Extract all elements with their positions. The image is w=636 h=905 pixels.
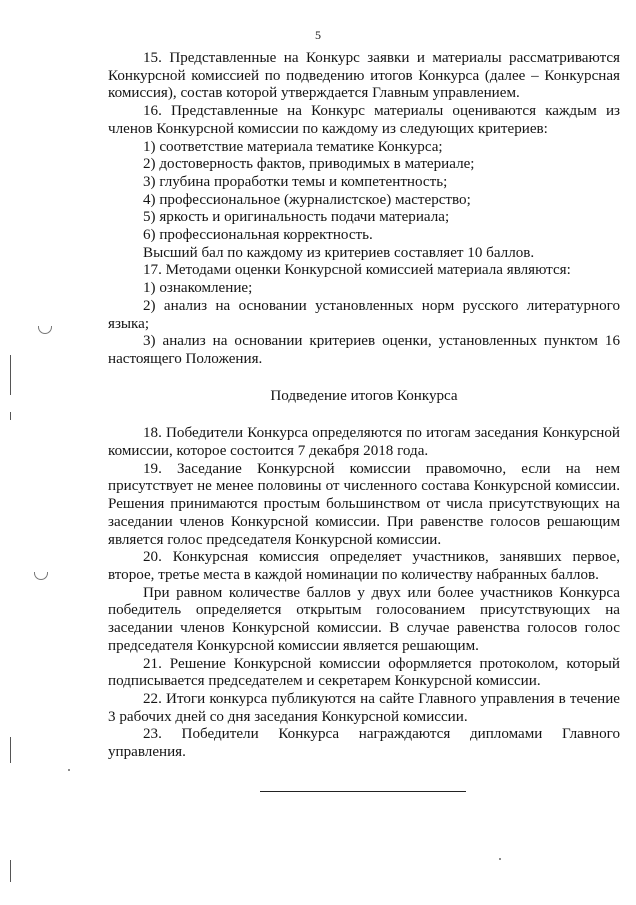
- criterion-4: 4) профессиональное (журналистское) мастерство;: [143, 191, 471, 208]
- punch-hole-mark: [38, 326, 52, 334]
- paragraph-17: 17. Методами оценки Конкурсной комиссией материала являются:: [143, 262, 571, 279]
- paragraph-19: 19. Заседание Конкурсной комиссии правомочно, если на нем присутствует не менее половины от численного состава Конкурсной комиссии. Решения принимаются простым большинством от числа присутствующих на заседании членов Конкурсной комиссии. При равенстве голосов решающим является голос председателя Конкурсной комиссии.: [108, 460, 620, 548]
- scan-speck: [68, 769, 70, 771]
- paragraph-21: 21. Решение Конкурсной комиссии оформляется протоколом, который подписывается председателем и секретарем Конкурсной комиссии.: [108, 655, 620, 690]
- section-heading: Подведение итогов Конкурса: [270, 387, 458, 404]
- page-number: 5: [315, 28, 321, 42]
- scan-mark: [10, 355, 11, 395]
- paragraph-20-tie: При равном количестве баллов у двух или более участников Конкурса победитель определяется открытым голосованием присутствующих на заседании членов Конкурсной комиссии. В случае равенства голосов голос председателя Конкурсной комиссии является решающим.: [108, 584, 620, 654]
- paragraph-23: 23. Победители Конкурса награждаются дипломами Главного управления.: [108, 726, 620, 761]
- criterion-5: 5) яркость и оригинальность подачи материала;: [143, 209, 450, 226]
- max-score-note: Высший бал по каждому из критериев составляет 10 баллов.: [143, 244, 535, 261]
- scan-speck: [499, 858, 501, 860]
- scan-mark: [10, 737, 11, 763]
- paragraph-15: 15. Представленные на Конкурс заявки и материалы рассматриваются Конкурсной комиссией по подведению итогов Конкурса (далее – Конкурсная комиссия), состав которой утверждается Главным управлением.: [108, 50, 620, 102]
- method-1: 1) ознакомление;: [143, 280, 253, 297]
- criterion-2: 2) достоверность фактов, приводимых в материале;: [143, 156, 475, 173]
- paragraph-20: 20. Конкурсная комиссия определяет участников, занявших первое, второе, третье места в каждой номинации по количеству набранных баллов.: [108, 549, 620, 583]
- method-2: 2) анализ на основании установленных норм русского литературного языка;: [108, 297, 620, 332]
- criterion-1: 1) соответствие материала тематике Конкурса;: [143, 138, 443, 155]
- scan-mark: [10, 412, 11, 420]
- punch-hole-mark: [34, 572, 48, 580]
- paragraph-16: 16. Представленные на Конкурс материалы оцениваются каждым из членов Конкурсной комиссии по каждому из следующих критериев:: [108, 103, 620, 137]
- separator-line: [260, 791, 466, 792]
- paragraph-18: 18. Победители Конкурса определяются по итогам заседания Конкурсной комиссии, которое состоится 7 декабря 2018 года.: [108, 425, 620, 460]
- method-3: 3) анализ на основании критериев оценки, установленных пунктом 16 настоящего Положения.: [108, 333, 620, 367]
- criterion-3: 3) глубина проработки темы и компетентность;: [143, 173, 448, 190]
- criterion-6: 6) профессиональная корректность.: [143, 227, 373, 244]
- paragraph-22: 22. Итоги конкурса публикуются на сайте Главного управления в течение 3 рабочих дней со дня заседания Конкурсной комиссии.: [108, 690, 620, 725]
- document-body: [108, 50, 620, 762]
- scan-mark: [10, 860, 11, 882]
